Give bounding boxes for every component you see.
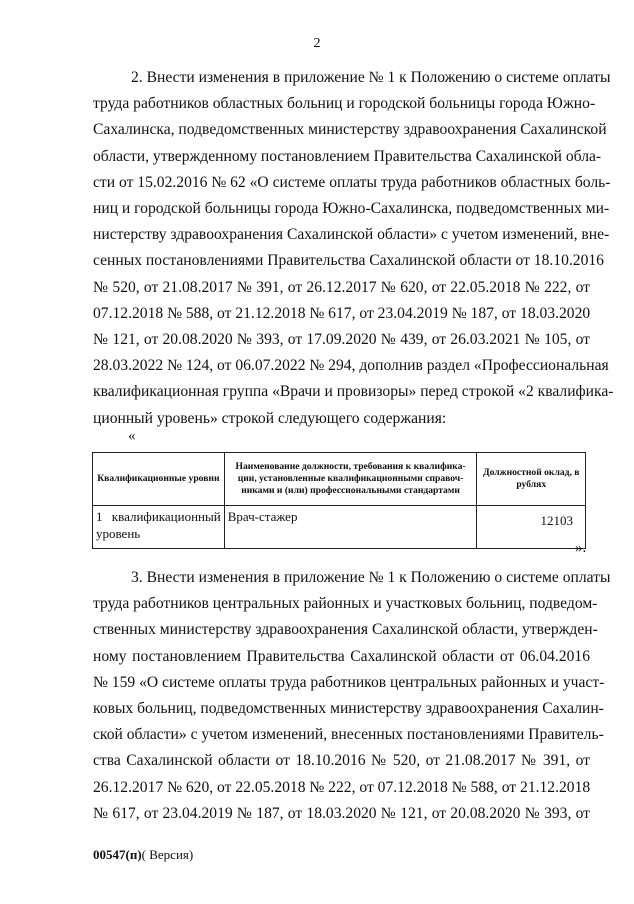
paragraph-line: Сахалинска, подведомственных министерству здравоохранения Сахалинской: [93, 121, 607, 139]
paragraph-line: труда работников центральных районных и участковых больниц, подведом-: [93, 595, 598, 613]
paragraph-line: 28.03.2022 № 124, от 06.07.2022 № 294, дополнив раздел «Профессиональная: [93, 357, 609, 375]
cell-position: Врач-стажер: [224, 506, 477, 549]
table-header-row: [93, 453, 586, 506]
paragraph-line: 2. Внести изменения в приложение № 1 к Положению о системе оплаты: [131, 69, 611, 86]
paragraph-line: ному постановлением Правительства Сахалинской области от 06.04.2016: [93, 647, 590, 665]
paragraph-line: № 121, от 20.08.2020 № 393, от 17.09.2020 № 439, от 26.03.2021 № 105, от: [93, 331, 590, 349]
paragraph-line: ционный уровень» строкой следующего содержания:: [93, 409, 447, 427]
header-salary: Должностной оклад, в рублях: [477, 453, 586, 506]
paragraph-line: ковых больниц, подведомственных министерству здравоохранения Сахалин-: [93, 700, 604, 718]
document-code: 00547(п): [93, 847, 142, 862]
paragraph-line: нистерству здравоохранения Сахалинской области» с учетом изменений, вне-: [93, 226, 610, 244]
paragraph-3: [93, 565, 611, 827]
header-qualification-levels: Квалификационные уровни: [93, 453, 225, 506]
paragraph-line: 07.12.2018 № 588, от 21.12.2018 № 617, от 23.04.2019 № 187, от 18.03.2020: [93, 304, 591, 322]
closing-quote: ».: [575, 540, 587, 556]
page-number: 2: [313, 36, 321, 51]
paragraph-line: сенных постановлениями Правительства Сахалинской области от 18.10.2016: [93, 252, 604, 270]
opening-quote: «: [128, 428, 136, 444]
paragraph-line: 3. Внести изменения в приложение № 1 к Положению о системе оплаты: [131, 569, 611, 586]
paragraph-line: № 159 «О системе оплаты труда работников центральных районных и участ-: [93, 673, 605, 691]
paragraph-line: сти от 15.02.2016 № 62 «О системе оплаты труда работников областных боль-: [93, 173, 611, 191]
paragraph-line: ственных министерству здравоохранения Сахалинской области, утвержден-: [93, 621, 598, 639]
cell-qualification-level: 1 квалификационный уровень: [93, 506, 225, 549]
table-row: [93, 506, 586, 549]
paragraph-line: 26.12.2017 № 620, от 22.05.2018 № 222, от 07.12.2018 № 588, от 21.12.2018: [93, 778, 591, 796]
cell-salary: 12103: [477, 506, 586, 549]
paragraph-line: ниц и городской больницы города Южно-Сахалинска, подведомственных ми-: [93, 200, 610, 218]
document-version: ( Версия): [141, 847, 194, 862]
paragraph-line: ства Сахалинской области от 18.10.2016 № 520, от 21.08.2017 № 391, от: [93, 752, 590, 770]
paragraph-line: квалификационная группа «Врачи и провизоры» перед строкой «2 квалифика-: [93, 383, 614, 401]
document-footer: [93, 847, 193, 863]
header-position-name: Наименование должности, требования к квалифика-ции, установленные квалификационными справоч-никами и (или) профессиональными стандартами: [224, 453, 477, 506]
paragraph-line: № 520, от 21.08.2017 № 391, от 26.12.2017 № 620, от 22.05.2018 № 222, от: [93, 278, 590, 296]
paragraph-line: области, утвержденному постановлением Правительства Сахалинской обла-: [93, 147, 602, 165]
paragraph-line: труда работников областных больниц и городской больницы города Южно-: [93, 95, 596, 113]
paragraph-line: ской области» с учетом изменений, внесенных постановлениями Правитель-: [93, 726, 604, 744]
paragraph-2: [93, 65, 614, 432]
qualification-table: [92, 452, 586, 549]
paragraph-line: № 617, от 23.04.2019 № 187, от 18.03.2020 № 121, от 20.08.2020 № 393, от: [93, 804, 590, 822]
